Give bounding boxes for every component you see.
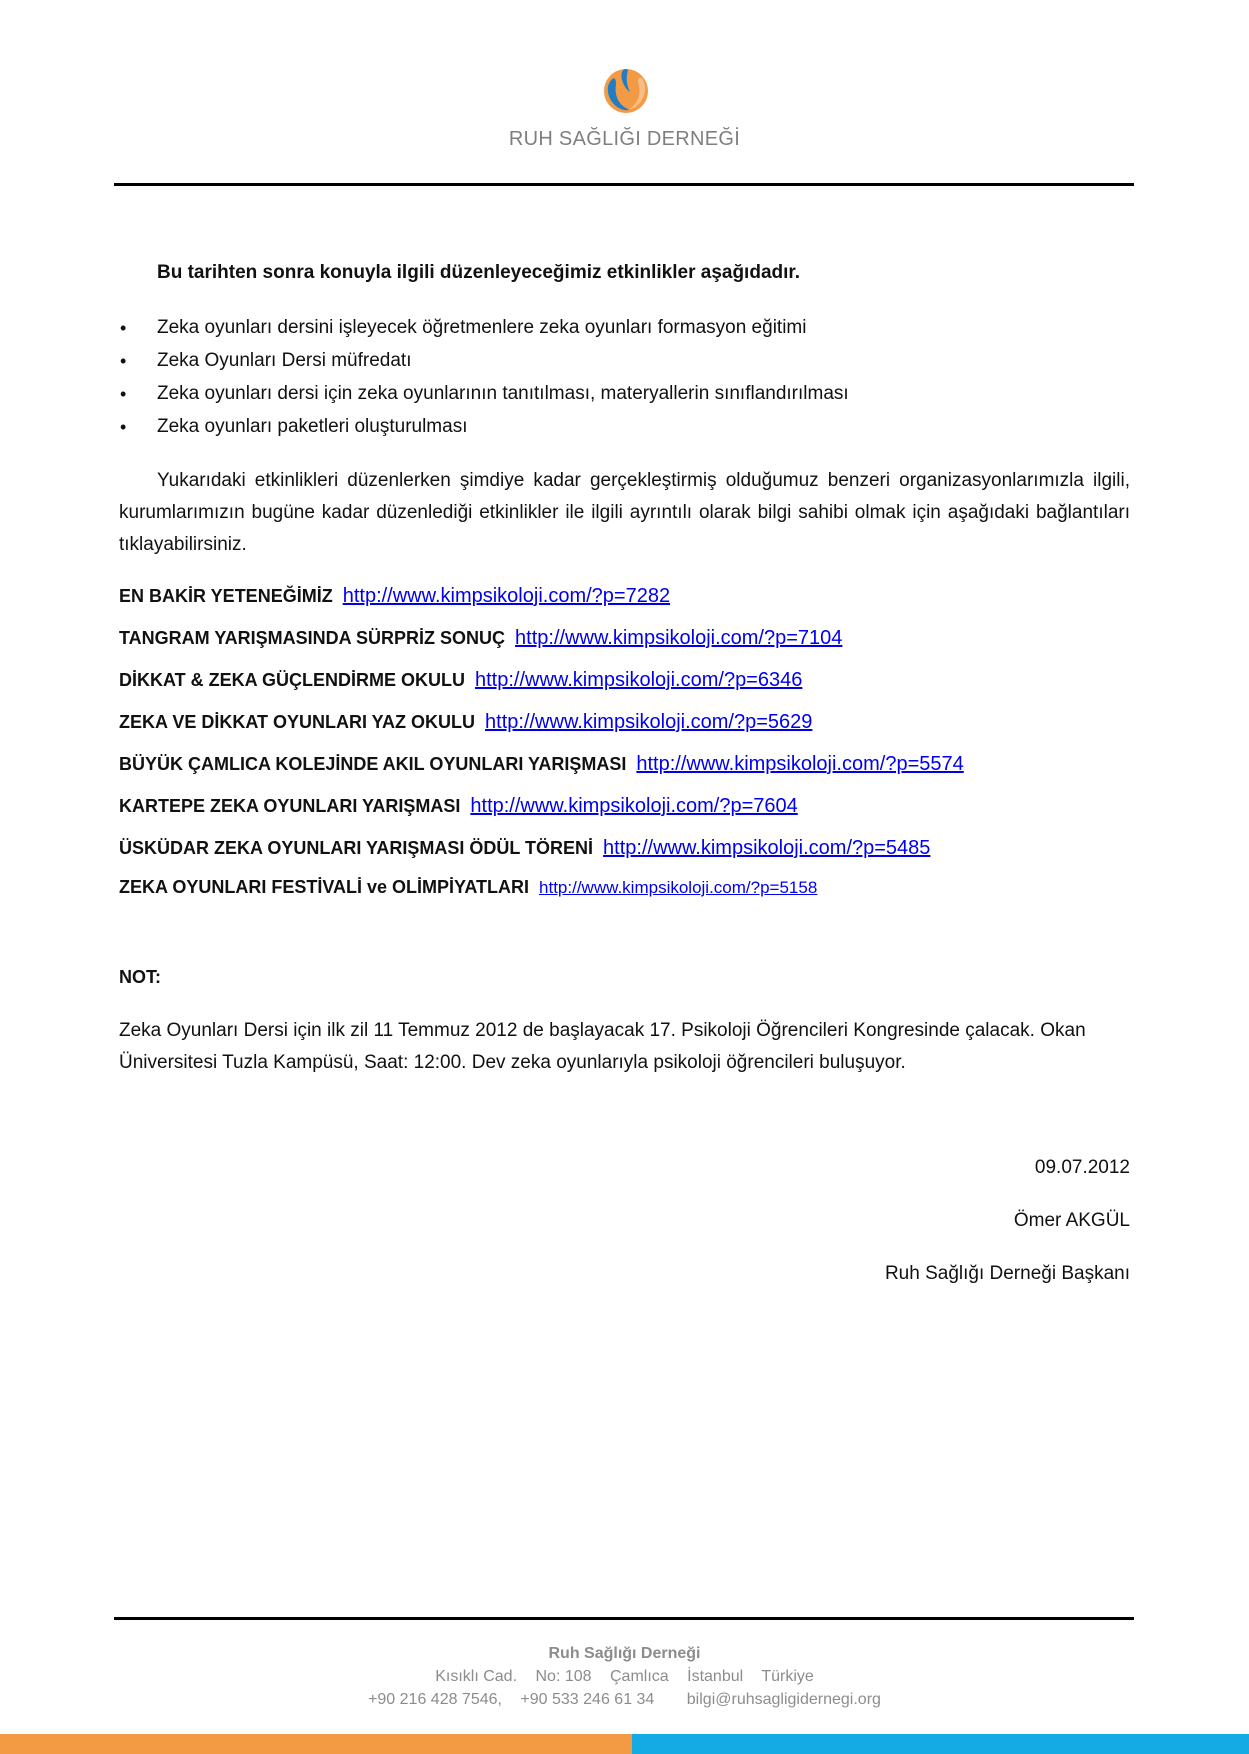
link-label: TANGRAM YARIŞMASINDA SÜRPRİZ SONUÇ: [119, 628, 506, 648]
link-label: DİKKAT & ZEKA GÜÇLENDİRME OKULU: [119, 670, 465, 690]
list-item: • Zeka oyunları dersini işleyecek öğretmenlere zeka oyunları formasyon eğitimi: [120, 315, 1130, 348]
footer-contact: [0, 1688, 1249, 1711]
body-paragraph: Yukarıdaki etkinlikleri düzenlerken şimdiye kadar gerçekleştirmiş olduğumuz benzeri organizasyonlarımızla ilgili, kurumlarımızın bugüne kadar düzenlediği etkinlikler ile ilgili ayrıntılı olarak bilgi sahibi olmak için aşağıdaki bağlantıları tıklayabilirsiniz.: [119, 470, 1130, 555]
link-label: BÜYÜK ÇAMLICA KOLEJİNDE AKIL OYUNLARI YARIŞMASI: [119, 754, 627, 774]
link-row: [119, 669, 802, 692]
event-link[interactable]: http://www.kimpsikoloji.com/?p=5629: [485, 711, 813, 733]
organization-header: RUH SAĞLIĞI DERNEĞİ: [508, 128, 741, 150]
bullet-icon: •: [120, 318, 127, 338]
footer-address: Kısıklı Cad. No: 108 Çamlıca İstanbul Türkiye: [435, 1668, 814, 1685]
event-link[interactable]: http://www.kimpsikoloji.com/?p=6346: [474, 669, 803, 691]
link-label: ZEKA OYUNLARI FESTİVALİ ve OLİMPİYATLARI: [119, 877, 530, 897]
event-link[interactable]: http://www.kimpsikoloji.com/?p=7104: [515, 627, 843, 649]
signature-name: Ömer AKGÜL: [1013, 1210, 1130, 1231]
hands-logo-icon: [600, 64, 652, 116]
event-link[interactable]: http://www.kimpsikoloji.com/?p=5158: [539, 878, 818, 897]
note-title: NOT:: [119, 967, 161, 987]
event-link[interactable]: http://www.kimpsikoloji.com/?p=7282: [342, 585, 671, 607]
list-item: • Zeka oyunları paketleri oluşturulması: [120, 414, 1130, 447]
link-label: ZEKA VE DİKKAT OYUNLARI YAZ OKULU: [119, 712, 476, 732]
link-row: [119, 627, 842, 650]
bullet-icon: •: [120, 351, 127, 371]
bullet-icon: •: [120, 384, 127, 404]
link-row: [119, 585, 670, 608]
signature-date: 09.07.2012: [1034, 1157, 1130, 1178]
header-divider: [114, 183, 1134, 186]
link-label: ÜSKÜDAR ZEKA OYUNLARI YARIŞMASI ÖDÜL TÖRENİ: [119, 838, 594, 858]
list-item: • Zeka Oyunları Dersi müfredatı: [120, 348, 1130, 381]
blue-band: [632, 1734, 1249, 1754]
link-row: [119, 837, 930, 860]
footer-phone: +90 216 428 7546,: [368, 1691, 502, 1708]
footer-color-band: [0, 1734, 1249, 1754]
footer: [0, 1642, 1249, 1711]
intro-heading: Bu tarihten sonra konuyla ilgili düzenleyeceğimiz etkinlikler aşağıdadır.: [157, 262, 801, 283]
footer-org: Ruh Sağlığı Derneği: [548, 1645, 701, 1662]
signature-title: Ruh Sağlığı Derneği Başkanı: [884, 1263, 1130, 1284]
orange-band: [0, 1734, 632, 1754]
footer-phone: +90 533 246 61 34: [520, 1691, 655, 1708]
link-row: [119, 795, 798, 818]
note-body: Zeka Oyunları Dersi için ilk zil 11 Temmuz 2012 de başlayacak 17. Psikoloji Öğrencileri Kongresinde çalacak. Okan Üniversitesi Tuzla Kampüsü, Saat: 12:00. Dev zeka oyunlarıyla psikoloji öğrencileri buluşuyor.: [119, 1020, 1086, 1073]
link-label: KARTEPE ZEKA OYUNLARI YARIŞMASI: [119, 796, 461, 816]
link-row: [119, 753, 964, 776]
footer-divider: [114, 1617, 1134, 1620]
link-row: [119, 711, 812, 734]
link-label: EN BAKİR YETENEĞİMİZ: [119, 586, 333, 606]
link-row: [119, 877, 817, 898]
activity-list: [120, 315, 1130, 447]
list-item: • Zeka oyunları dersi için zeka oyunlarının tanıtılması, materyallerin sınıflandırılması: [120, 381, 1130, 414]
footer-email[interactable]: bilgi@ruhsagligidernegi.org: [686, 1691, 881, 1708]
bullet-icon: •: [120, 417, 127, 437]
event-link[interactable]: http://www.kimpsikoloji.com/?p=5574: [636, 753, 964, 775]
event-link[interactable]: http://www.kimpsikoloji.com/?p=7604: [470, 795, 798, 817]
event-link[interactable]: http://www.kimpsikoloji.com/?p=5485: [603, 837, 931, 859]
